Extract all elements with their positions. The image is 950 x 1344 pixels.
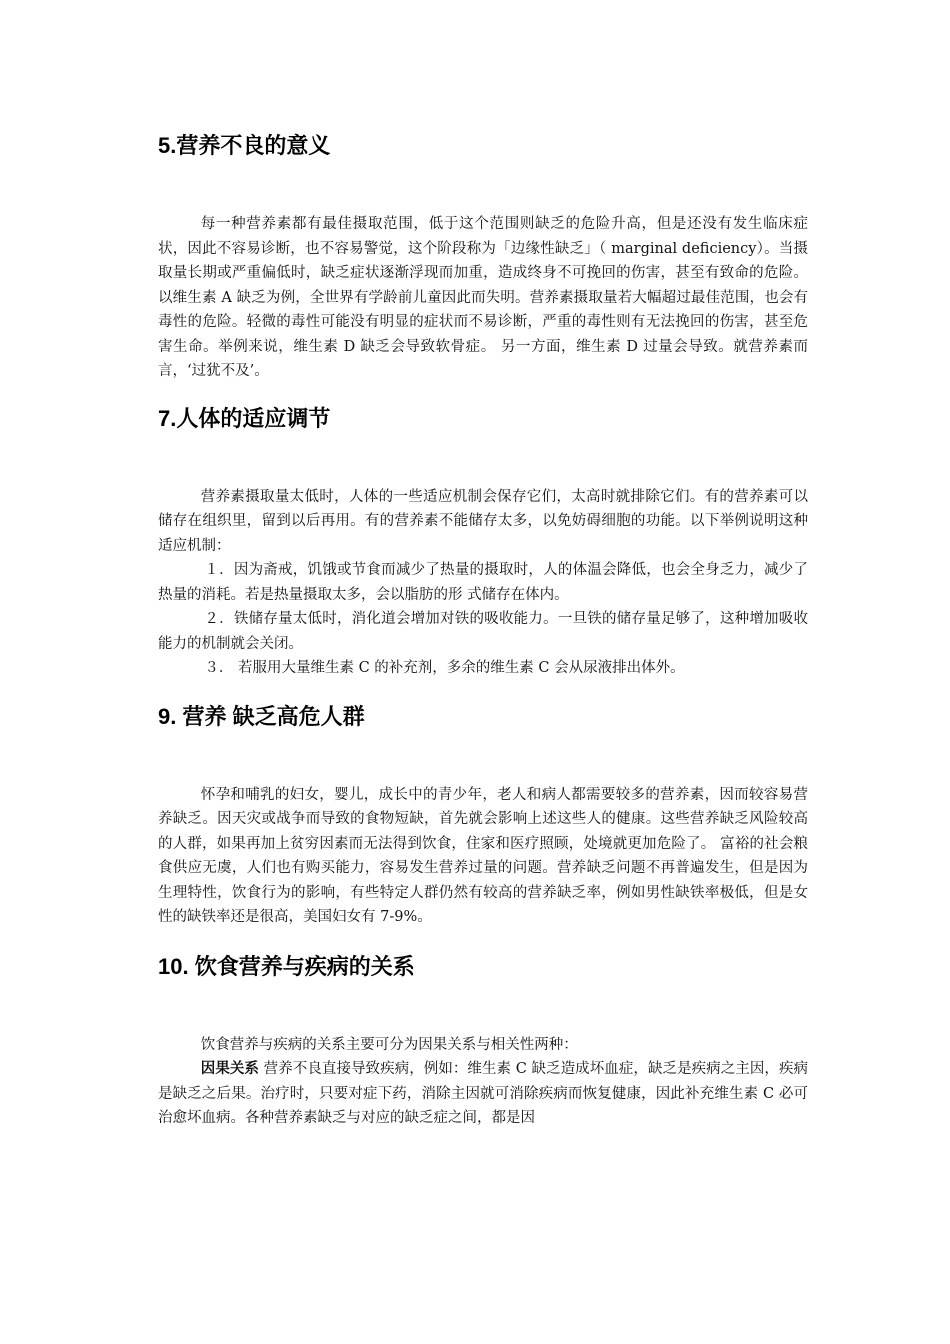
document-body [158,128,808,1131]
term-causal: 因果关系 [200,1061,259,1077]
section-high-risk-groups [158,699,808,930]
section-title: 9. 营养 缺乏高危人群 [158,703,365,729]
paragraph: 营养素摄取量太低时，人体的一些适应机制会保存它们，太高时就排除它们。有的营养素可以储存在组织里，留到以后再用。有的营养素不能储存太多，以免妨碍细胞的功能。以下举例说明这种适应机制： [158,488,808,554]
paragraph: 每一种营养素都有最佳摄取范围，低于这个范围则缺乏的危险升高，但是还没有发生临床症状，因此不容易诊断，也不容易警觉，这个阶段称为「边缘性缺乏」（ marginal deficiency）。当摄取量长期或严重偏低时，缺乏症状逐渐浮现而加重，造成终身不可挽回的伤害，甚至有致命的危险。以维生素 A 缺乏为例，全世界有学龄前儿童因此而失明。营养素摄取量若大幅超过最佳范围，也会有毒性的危险。轻微的毒性可能没有明显的症状而不易诊断，严重的毒性则有无法挽回的伤害，甚至危害生命。举例来说，维生素 D 缺乏会导致软骨症。 另一方面，维生素 D 过量会导致。就营养素而言，‘过犹不及’。 [158,216,808,379]
list-item: ３． 若服用大量维生素 C 的补充剂，多余的维生素 C 会从尿液排出体外。 [204,660,685,676]
causal-text: 营养不良直接导致疾病，例如：维生素 C 缺乏造成坏血症，缺乏是疾病之主因，疾病是缺乏之后果。治疗时，只要对症下药，消除主因就可消除疾病而恢复健康，因此补充维生素 C 必可治愈坏血病。各种营养素缺乏与对应的缺乏症之间，都是因 [158,1061,809,1126]
paragraph-intro: 饮食营养与疾病的关系主要可分为因果关系与相关性两种： [200,1036,578,1053]
section-diet-disease [158,949,808,1131]
paragraph-causal [158,1057,808,1131]
list-item: ２．铁储存量太低时，消化道会增加对铁的吸收能力。一旦铁的储存量足够了，这种增加吸收能力的机制就会关闭。 [158,611,808,652]
section-malnutrition [158,128,808,384]
section-title: 10. 饮食营养与疾病的关系 [158,953,415,979]
section-adaptation [158,401,808,681]
section-title: 7.人体的适应调节 [158,405,331,431]
list-item: １．因为斋戒，饥饿或节食而减少了热量的摄取时，人的体温会降低，也会全身乏力，减少了热量的消耗。若是热量摄取太多，会以脂肪的形 式储存在体内。 [158,562,808,603]
paragraph: 怀孕和哺乳的妇女，婴儿，成长中的青少年，老人和病人都需要较多的营养素，因而较容易营养缺乏。因天灾或战争而导致的食物短缺，首先就会影响上述这些人的健康。这些营养缺乏风险较高的人群，如果再加上贫穷因素而无法得到饮食，住家和医疗照顾，处境就更加危险了。 富裕的社会粮食供应无虞，人们也有购买能力，容易发生营养过量的问题。营养缺乏问题不再普遍发生，但是因为生理特性，饮食行为的影响，有些特定人群仍然有较高的营养缺乏率，例如男性缺铁率极低，但是女性的缺铁率还是很高，美国妇女有 7-9%。 [158,786,808,925]
section-title: 5.营养不良的意义 [158,133,331,158]
